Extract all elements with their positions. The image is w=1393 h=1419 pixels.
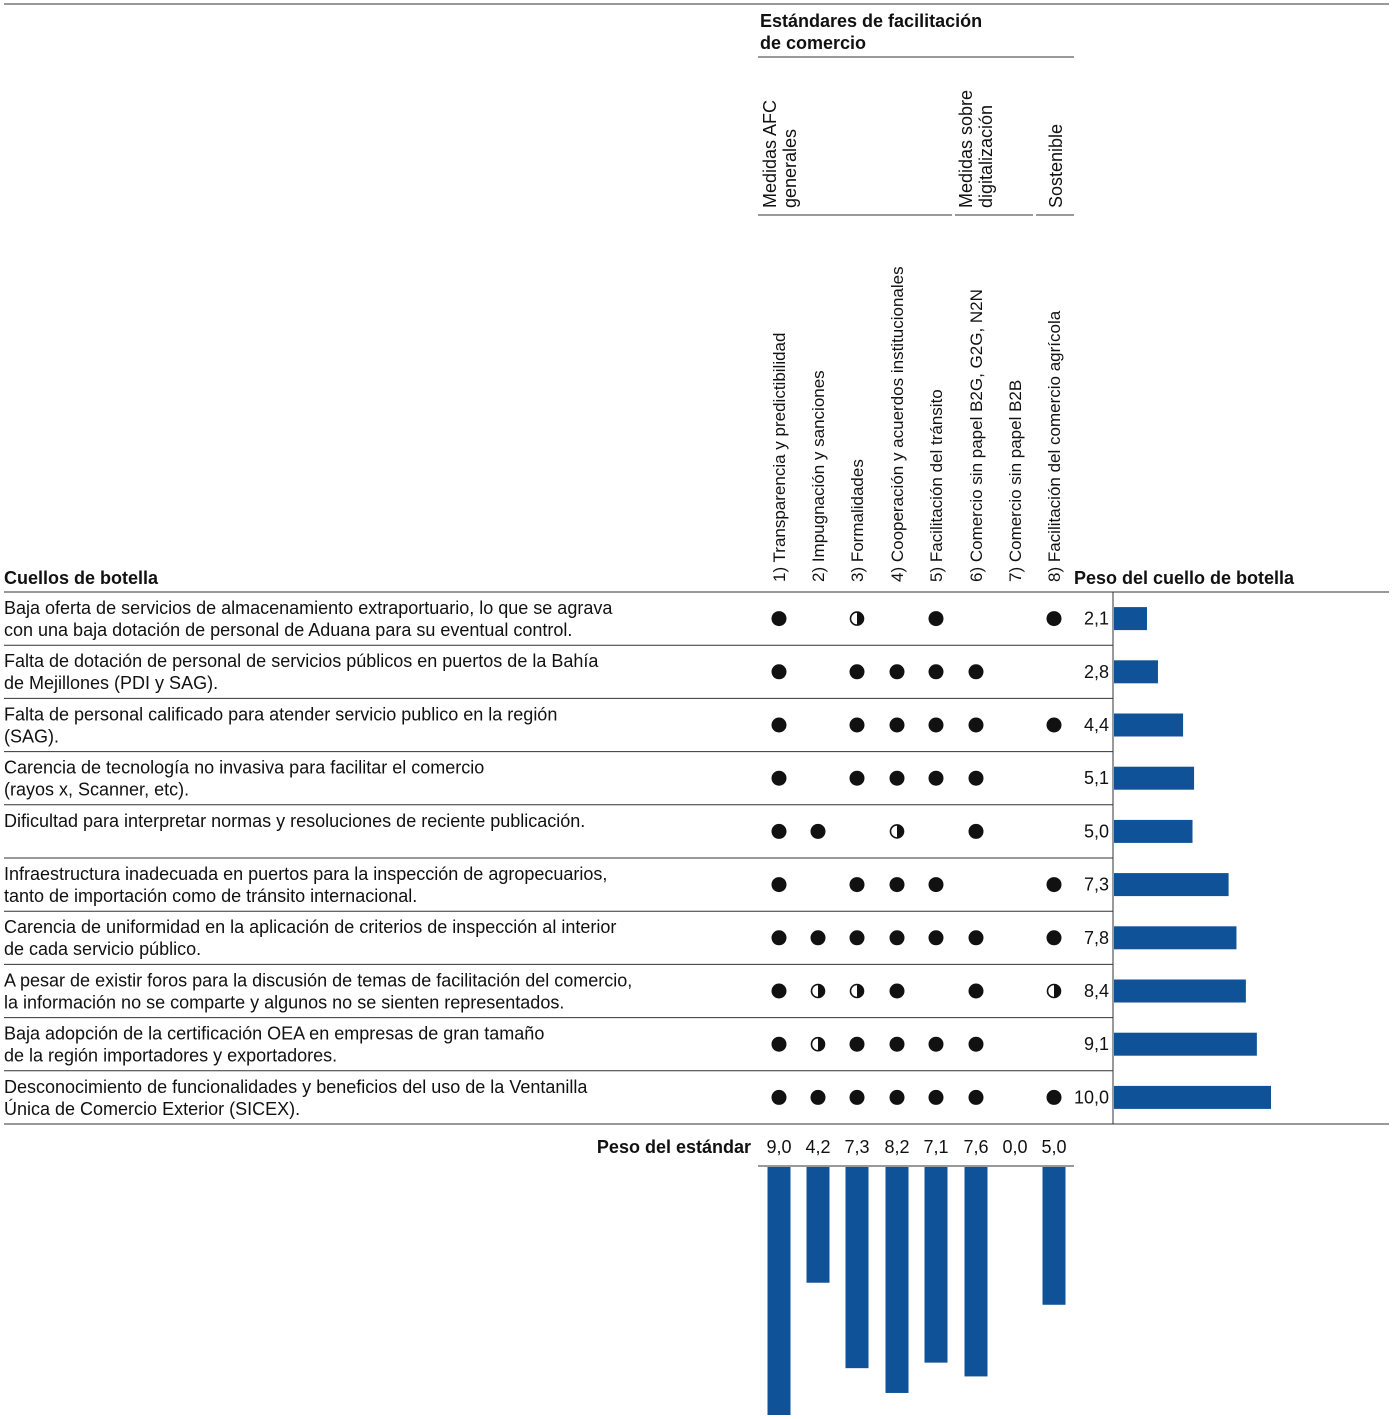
row-weight-label: 10,0 <box>1073 1087 1109 1108</box>
full-mark <box>811 930 826 945</box>
row-weight-bar <box>1114 1086 1271 1109</box>
bottleneck-text: de la región importadores y exportadores. <box>4 1045 338 1066</box>
bottleneck-text: Baja oferta de servicios de almacenamiento extraportuario, lo que se agrava <box>4 598 613 618</box>
full-mark <box>890 1037 905 1052</box>
standard-weight-bar <box>965 1167 988 1376</box>
table-row <box>4 704 1183 746</box>
full-mark <box>969 771 984 786</box>
full-mark <box>772 984 787 999</box>
full-mark <box>772 877 787 892</box>
full-mark <box>929 664 944 679</box>
full-mark <box>890 771 905 786</box>
full-mark <box>929 1090 944 1105</box>
full-mark <box>772 611 787 626</box>
full-mark <box>969 824 984 839</box>
full-mark <box>929 877 944 892</box>
standard-weight-label: 0,0 <box>1002 1137 1028 1157</box>
full-mark <box>890 930 905 945</box>
standard-label-1: 1) Transparencia y predictibilidad <box>770 332 789 582</box>
table-row <box>4 598 1147 640</box>
full-mark <box>929 718 944 733</box>
bottleneck-text: Desconocimiento de funcionalidades y beneficios del uso de la Ventanilla <box>4 1076 588 1097</box>
full-mark <box>772 930 787 945</box>
group-label-sostenible-line-1: Sostenible <box>1046 123 1066 208</box>
bottleneck-text: A pesar de existir foros para la discusión de temas de facilitación del comercio, <box>4 970 633 991</box>
half-mark <box>812 1038 825 1051</box>
bottleneck-text: Carencia de uniformidad en la aplicación de criterios de inspección al interior <box>4 917 617 938</box>
bottleneck-text: de Mejillones (PDI y SAG). <box>4 673 219 694</box>
row-weight-label: 7,8 <box>1083 927 1109 948</box>
table-row <box>4 1024 1257 1066</box>
bottleneck-text: tanto de importación como de tránsito internacional. <box>4 886 418 906</box>
half-mark <box>891 825 904 838</box>
row-weight-bar <box>1114 926 1236 949</box>
group-label-afc <box>760 100 800 208</box>
row-weight-bar <box>1114 660 1158 683</box>
group-title-line-2: de comercio <box>760 33 867 53</box>
full-mark <box>772 718 787 733</box>
full-mark <box>890 718 905 733</box>
group-label-afc-line-2: generales <box>780 128 800 208</box>
standard-label-4: 4) Cooperación y acuerdos institucionales <box>888 266 907 582</box>
standard-weight-label: 4,2 <box>805 1137 831 1157</box>
full-mark <box>772 664 787 679</box>
row-weight-bar <box>1114 1033 1257 1056</box>
full-mark <box>1047 877 1062 892</box>
full-mark <box>890 664 905 679</box>
standard-weight-label: 7,1 <box>923 1137 949 1157</box>
standard-label-3: 3) Formalidades <box>848 459 867 582</box>
bottleneck-text: Carencia de tecnología no invasiva para facilitar el comercio <box>4 757 485 778</box>
row-weight-label: 5,1 <box>1083 768 1109 789</box>
bottleneck-text: Infraestructura inadecuada en puertos para la inspección de agropecuarios, <box>4 864 608 884</box>
full-mark <box>811 824 826 839</box>
row-weight-bar <box>1114 714 1183 737</box>
standard-labels <box>770 266 1064 582</box>
standard-weight-label: 7,6 <box>963 1137 989 1157</box>
group-title-line-1: Estándares de facilitación <box>760 11 983 31</box>
row-weight-bar <box>1114 767 1194 790</box>
row-weight-label: 7,3 <box>1083 874 1109 895</box>
full-mark <box>890 877 905 892</box>
bottleneck-rows <box>4 592 1389 1124</box>
full-mark <box>772 824 787 839</box>
standard-weights <box>766 1137 1066 1415</box>
table-row <box>4 864 1229 906</box>
full-mark <box>1047 1090 1062 1105</box>
row-weight-label: 2,8 <box>1083 661 1109 682</box>
standard-weight-bar <box>1043 1167 1066 1305</box>
full-mark <box>890 1090 905 1105</box>
full-mark <box>969 664 984 679</box>
bottleneck-column-title: Cuellos de botella <box>4 568 159 588</box>
group-label-sostenible <box>1046 124 1066 208</box>
bottleneck-text: de cada servicio público. <box>4 939 202 960</box>
standard-weight-bar <box>925 1167 948 1363</box>
table-row <box>4 758 1194 800</box>
standard-weight-bar <box>768 1167 791 1415</box>
half-mark <box>1048 985 1061 998</box>
full-mark <box>929 1037 944 1052</box>
group-label-digital-line-1: Medidas sobre <box>956 89 976 208</box>
full-mark <box>850 1037 865 1052</box>
row-weight-bar <box>1114 980 1246 1003</box>
standard-label-7: 7) Comercio sin papel B2B <box>1006 379 1025 582</box>
full-mark <box>969 984 984 999</box>
full-mark <box>969 1037 984 1052</box>
row-weight-label: 2,1 <box>1083 608 1109 629</box>
group-label-digital-line-2: digitalización <box>976 104 996 208</box>
table-row <box>4 917 1236 959</box>
bottleneck-text: con una baja dotación de personal de Aduana para su eventual control. <box>4 620 573 640</box>
bottleneck-text: Baja adopción de la certificación OEA en empresas de gran tamaño <box>4 1023 545 1044</box>
full-mark <box>850 664 865 679</box>
full-mark <box>929 611 944 626</box>
standard-label-5: 5) Facilitación del tránsito <box>927 389 946 582</box>
full-mark <box>1047 718 1062 733</box>
bottleneck-text: Falta de dotación de personal de servicios públicos en puertos de la Bahía <box>4 651 599 672</box>
full-mark <box>811 1090 826 1105</box>
bottleneck-text: Falta de personal calificado para atender servicio publico en la región <box>4 704 558 725</box>
full-mark <box>850 718 865 733</box>
group-label-afc-line-1: Medidas AFC <box>760 99 780 208</box>
full-mark <box>890 984 905 999</box>
full-mark <box>772 771 787 786</box>
full-mark <box>850 1090 865 1105</box>
standard-weight-bar <box>807 1167 830 1283</box>
standard-label-8: 8) Facilitación del comercio agrícola <box>1045 310 1064 582</box>
half-mark <box>851 612 864 625</box>
weight-column-title: Peso del cuello de botella <box>1074 568 1295 588</box>
standard-weight-bar <box>846 1167 869 1368</box>
full-mark <box>969 1090 984 1105</box>
standard-weight-label: 9,0 <box>766 1137 792 1157</box>
row-weight-label: 4,4 <box>1083 715 1109 735</box>
full-mark <box>969 718 984 733</box>
bottleneck-text: la información no se comparte y algunos no se sienten representados. <box>4 992 565 1013</box>
half-mark <box>812 985 825 998</box>
standard-weight-label: 8,2 <box>884 1137 910 1157</box>
full-mark <box>969 930 984 945</box>
row-weight-label: 8,4 <box>1083 981 1109 1001</box>
table-row <box>4 1077 1271 1119</box>
row-weight-bar <box>1114 607 1147 630</box>
full-mark <box>772 1037 787 1052</box>
full-mark <box>850 877 865 892</box>
standard-weight-bar <box>886 1167 909 1393</box>
bottleneck-text: (rayos x, Scanner, etc). <box>4 779 190 800</box>
row-weight-label: 9,1 <box>1083 1034 1109 1055</box>
group-label-digital <box>956 90 996 208</box>
half-mark <box>851 985 864 998</box>
bottleneck-text: Única de Comercio Exterior (SICEX). <box>4 1098 301 1119</box>
standard-weight-label: 5,0 <box>1041 1137 1067 1157</box>
full-mark <box>850 771 865 786</box>
row-weight-label: 5,0 <box>1083 821 1109 842</box>
standard-label-6: 6) Comercio sin papel B2G, G2G, N2N <box>967 289 986 582</box>
table-row <box>4 651 1158 693</box>
bottleneck-text: Dificultad para interpretar normas y resoluciones de reciente publicación. <box>4 810 586 831</box>
standard-weight-label: 7,3 <box>844 1137 870 1157</box>
standard-label-2: 2) Impugnación y sanciones <box>809 370 828 582</box>
row-weight-bar <box>1114 873 1229 896</box>
full-mark <box>772 1090 787 1105</box>
full-mark <box>1047 611 1062 626</box>
standard-weight-title: Peso del estándar <box>596 1137 751 1157</box>
table-row <box>4 970 1246 1012</box>
bottleneck-text: (SAG). <box>4 726 60 747</box>
full-mark <box>1047 930 1062 945</box>
table-row <box>4 811 1193 843</box>
full-mark <box>929 930 944 945</box>
row-weight-bar <box>1114 820 1193 843</box>
full-mark <box>850 930 865 945</box>
full-mark <box>929 771 944 786</box>
